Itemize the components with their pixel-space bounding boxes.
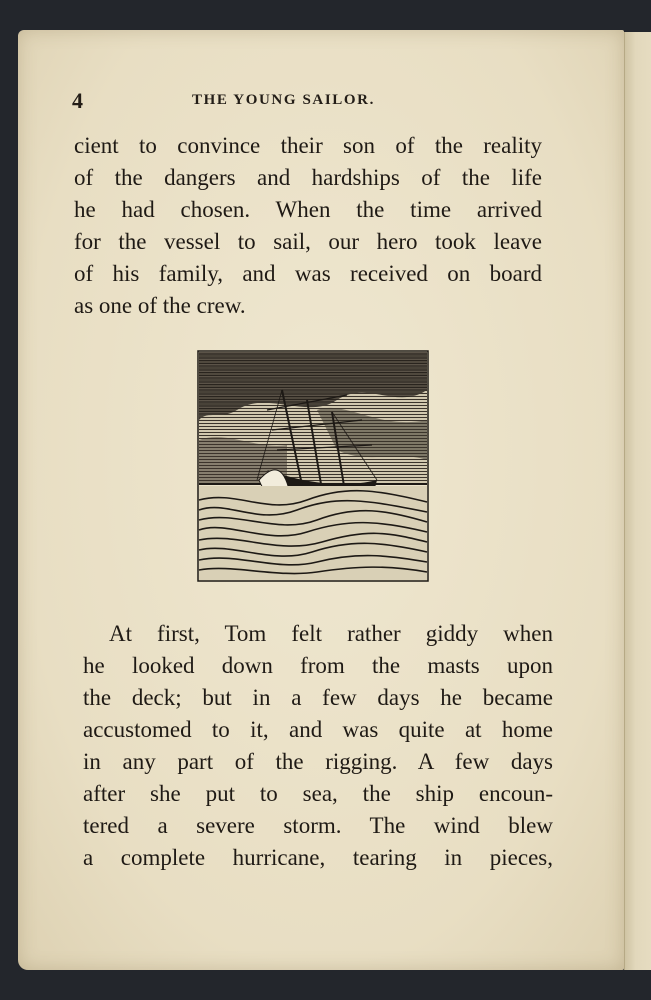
paragraph-1 xyxy=(74,130,542,322)
text-line: after she put to sea, the ship encoun- xyxy=(83,781,553,806)
sea xyxy=(199,486,427,580)
text-line: accustomed to it, and was quite at home xyxy=(83,717,553,742)
text-line: a complete hurricane, tearing in pieces, xyxy=(83,845,553,870)
text-line: as one of the crew. xyxy=(74,293,246,318)
page-number: 4 xyxy=(72,88,83,113)
ship-storm-engraving xyxy=(197,350,429,582)
text-line: tered a severe storm. The wind blew xyxy=(83,813,553,838)
text-line: At first, Tom felt rather giddy when xyxy=(109,621,553,646)
text-line: for the vessel to sail, our hero took leave xyxy=(74,229,542,254)
adjacent-page-edge xyxy=(624,32,651,970)
text-line: in any part of the rigging. A few days xyxy=(83,749,553,774)
paragraph-2 xyxy=(83,618,553,874)
text-line: of the dangers and hardships of the life xyxy=(74,165,542,190)
page-header xyxy=(72,88,572,116)
text-line: he had chosen. When the time arrived xyxy=(74,197,542,222)
text-line: the deck; but in a few days he became xyxy=(83,685,553,710)
text-line: he looked down from the masts upon xyxy=(83,653,553,678)
text-line: cient to convince their son of the reality xyxy=(74,133,542,158)
text-line: of his family, and was received on board xyxy=(74,261,542,286)
running-title: THE YOUNG SAILOR. xyxy=(192,92,375,108)
